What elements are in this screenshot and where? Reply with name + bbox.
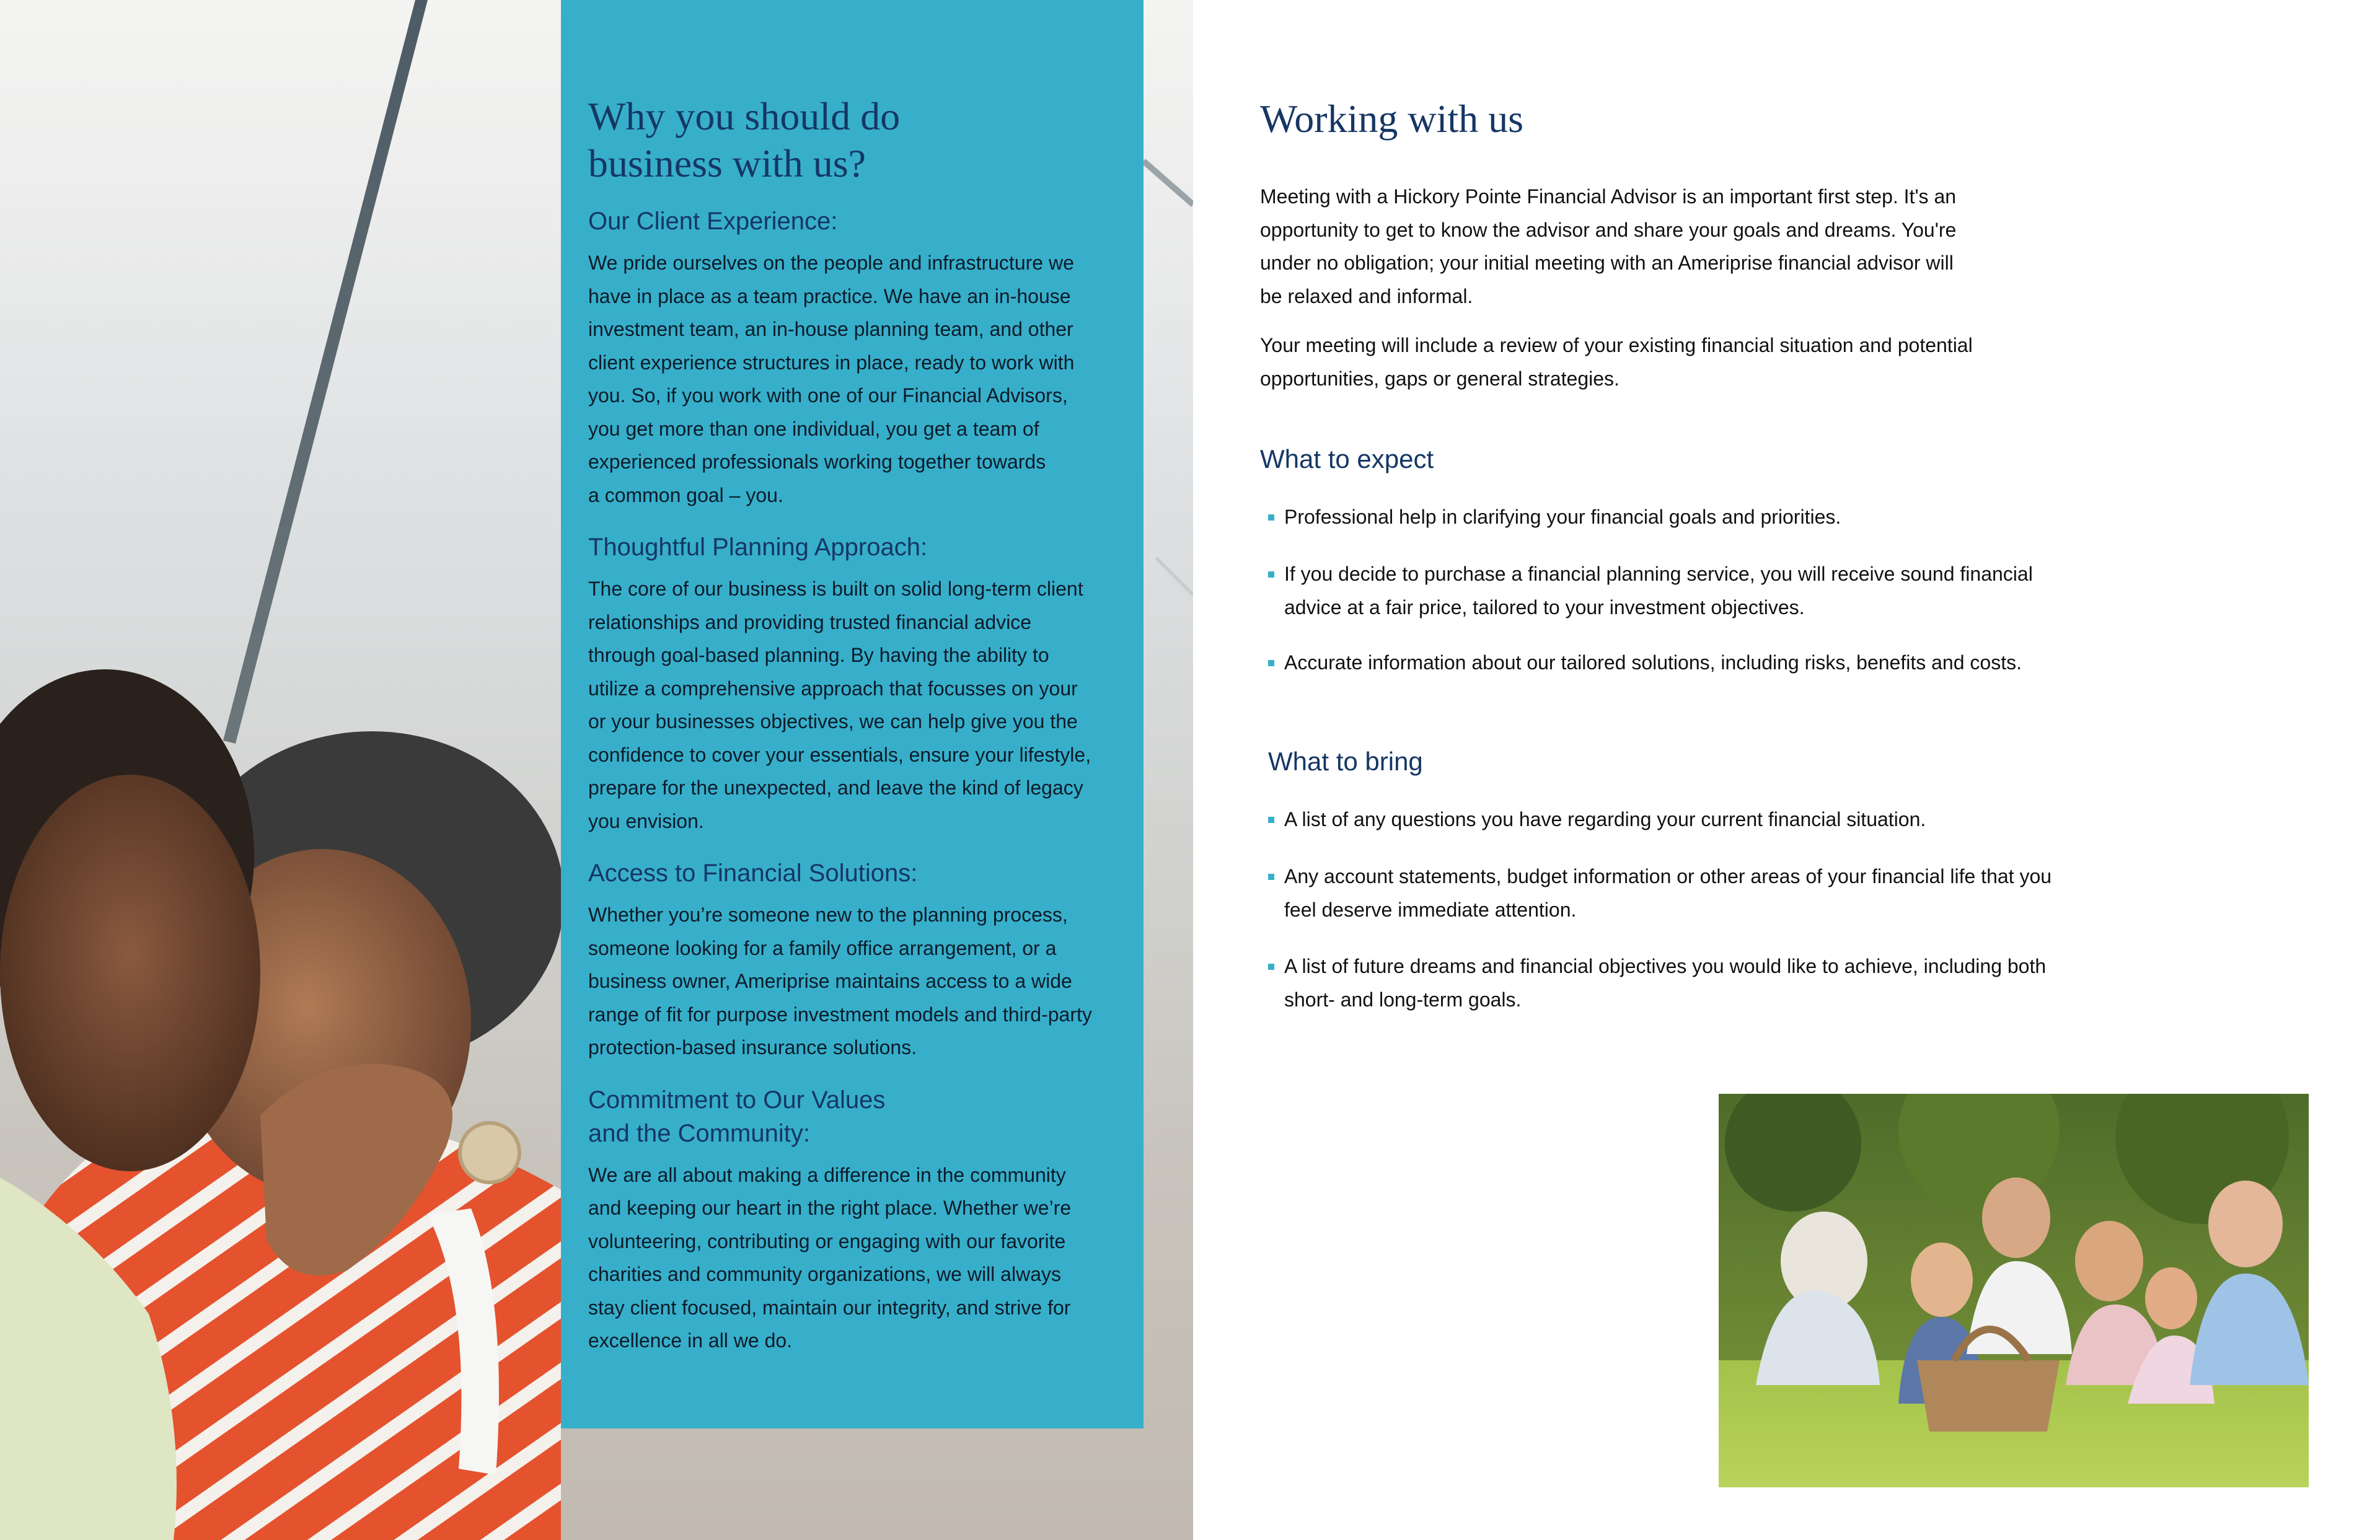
bullet-square-icon (1268, 660, 1274, 666)
what-to-bring-heading: What to bring (1268, 747, 1423, 776)
working-with-us-title: Working with us (1260, 97, 1524, 141)
planning-approach-heading: Thoughtful Planning Approach: (588, 534, 928, 561)
intro-paragraph-2: Your meeting will include a review of your existing financial situation and potential opportunities, gaps or general strategies. (1260, 334, 1973, 390)
expect-item: Professional help in clarifying your financial goals and priorities. (1268, 501, 2099, 534)
bring-item: A list of any questions you have regarding your current financial situation. (1268, 803, 2099, 837)
intro-paragraph-1: Meeting with a Hickory Pointe Financial Advisor is an important first step. It's an opportunity to get to know the advisor and share your goals and dreams. You're under no obligation; your initial meeting with an Ameriprise financial advisor will be relaxed and informal. (1260, 185, 1957, 307)
bullet-square-icon (1268, 874, 1274, 880)
bring-item: Any account statements, budget information or other areas of your financial life that you feel deserve immediate attention. (1268, 860, 2099, 926)
client-experience-text: We pride ourselves on the people and infrastructure we have in place as a team practice. We have an in-house investment team, an in-house planning team, and other client experience structures in place, ready to work with you. So, if you work with one of our Financial Advisors, you get more than one individual, you get a team of experienced professionals working together towards a common goal – you. (588, 252, 1075, 506)
what-to-expect-heading: What to expect (1260, 444, 1434, 473)
financial-solutions-text: Whether you’re someone new to the planning process, someone looking for a family office arrangement, or a business owner, Ameriprise maintains access to a wide range of fit for purpose investment models and third-party protection-based insurance solutions. (588, 904, 1092, 1058)
bullet-square-icon (1268, 514, 1274, 521)
bullet-square-icon (1268, 571, 1274, 578)
values-community-text: We are all about making a difference in the community and keeping our heart in the right place. Whether we’re volunteering, contributing or engaging with our favorite charities and community organizations, we will always stay client focused, maintain our integrity, and strive for excellence in all we do. (588, 1163, 1072, 1352)
expect-item: Accurate information about our tailored solutions, including risks, benefits and costs. (1268, 646, 2099, 680)
bullet-square-icon (1268, 964, 1274, 970)
bullet-square-icon (1268, 817, 1274, 823)
family-picnic-illustration (1719, 1094, 2309, 1487)
client-experience-heading: Our Client Experience: (588, 208, 838, 235)
why-us-panel (561, 0, 1144, 1428)
family-picnic-photo (1719, 1094, 2309, 1487)
values-community-heading: Commitment to Our Values and the Community: (588, 1086, 886, 1147)
bring-item: A list of future dreams and financial objectives you would like to achieve, including both short- and long-term goals. (1268, 950, 2099, 1016)
why-us-title: Why you should do business with us? (588, 94, 901, 185)
expect-item: If you decide to purchase a financial planning service, you will receive sound financial advice at a fair price, tailored to your investment objectives. (1268, 558, 2099, 624)
planning-approach-text: The core of our business is built on solid long-term client relationships and providing trusted financial advice through goal-based planning. By having the ability to utilize a comprehensive approach that focusses on your or your businesses objectives, we can help give you the confidence to cover your essentials, ensure your lifestyle, prepare for the unexpected, and leave the kind of legacy you envision. (588, 578, 1091, 832)
financial-solutions-heading: Access to Financial Solutions: (588, 860, 918, 887)
